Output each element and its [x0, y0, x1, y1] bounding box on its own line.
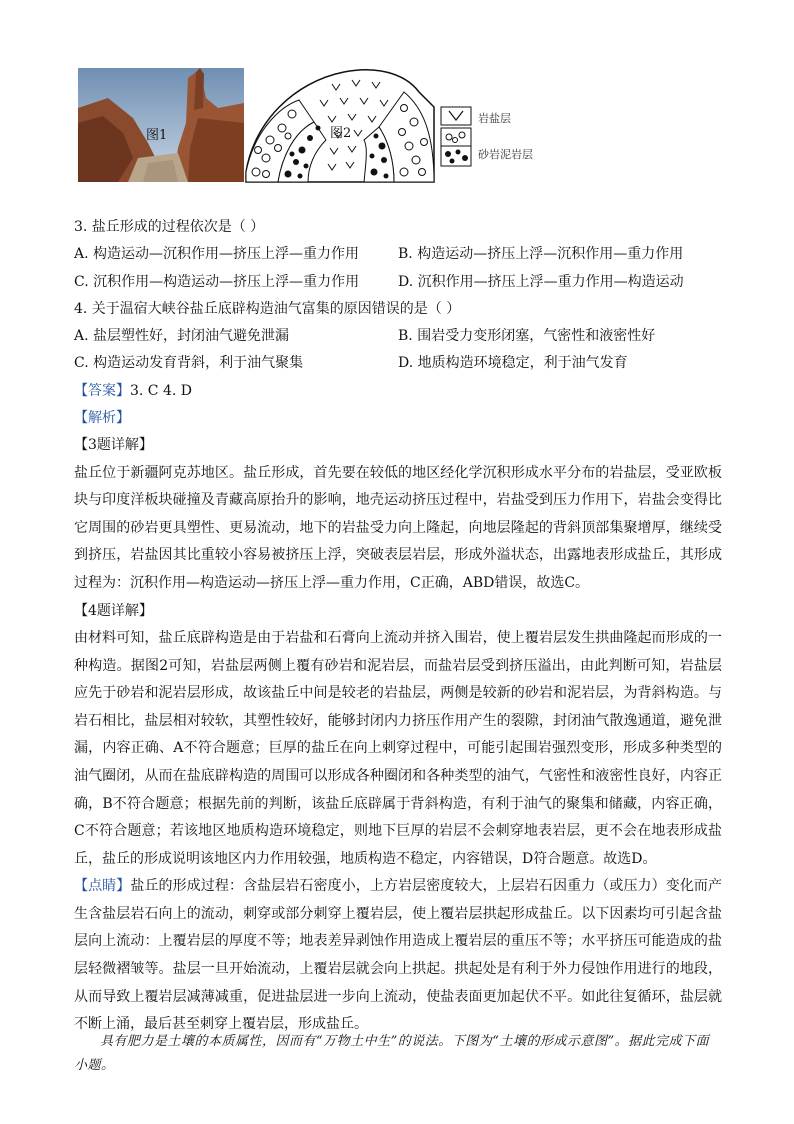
answer-line [74, 378, 722, 405]
next-question-intro: 具有肥力是土壤的本质属性，因而有“万物土中生”的说法。下图为“土壤的形成示意图”。据此完成下面小题。 [74, 1034, 710, 1073]
q3-option-d: D. 沉积作用—挤压上浮—重力作用—构造运动 [398, 273, 684, 290]
tip-paragraph [74, 873, 722, 1039]
rock-salt-layer-icon [441, 107, 471, 125]
q3-options-row-2 [74, 269, 722, 296]
q3-detail-text: 盐丘位于新疆阿克苏地区。盐丘形成，首先要在较低的地区经化学沉积形成水平分布的岩盐层，受亚欧板块与印度洋板块碰撞及青藏高原抬升的影响，地壳运动挤压过程中，岩盐受到压力作用下，岩盐会变得比它周围的砂岩更具塑性、更易流动，地下的岩盐受力向上隆起，向地层隆起的背斜顶部集聚增厚，继续受到挤压，岩盐因其比重较小容易被挤压上浮，突破表层岩层，形成外溢状态，出露地表形成盐丘，其形成过程为：沉积作用—构造运动—挤压上浮—重力作用，C正确，ABD错误，故选C。 [74, 464, 722, 592]
figure-2-caption: 图2 [330, 126, 352, 141]
q3-stem: 3. 盐丘形成的过程依次是（ ） [74, 219, 265, 235]
answer-label: 【答案】 [74, 382, 130, 399]
tip-label: 【点睛】 [74, 878, 131, 895]
legend-label-rock-salt: 岩盐层 [478, 112, 511, 125]
legend-label-sandstone: 砂岩泥岩层 [478, 148, 533, 161]
q4-option-d: D. 地质构造环境稳定，利于油气发育 [398, 355, 628, 372]
q3-option-b: B. 构造运动—挤压上浮—沉积作用—重力作用 [398, 246, 684, 263]
q3-option-a: A. 构造运动—沉积作用—挤压上浮—重力作用 [74, 246, 360, 263]
legend-swatches [440, 106, 480, 168]
answer-value: 3. C 4. D [130, 382, 193, 399]
q4-option-a: A. 盐层塑性好，封闭油气避免泄漏 [74, 328, 290, 345]
q4-options-row-2 [74, 350, 722, 377]
q4-options-row-1 [74, 323, 722, 350]
diagram-legend [440, 106, 640, 196]
figure-1-caption: 图1 [146, 128, 168, 143]
question-content [74, 214, 722, 1039]
q4-option-c: C. 构造运动发育背斜，利于油气聚集 [74, 355, 304, 372]
tip-text: 盐丘的形成过程：含盐层岩石密度小，上方岩层密度较大，上层岩石因重力（或压力）变化而产生含盐层岩石向上的流动，刺穿或部分刺穿上覆岩层，使上覆岩层拱起形成盐丘。以下因素均可引起含盐层向上流动：上覆岩层的厚度不等；地表差异剥蚀作用造成上覆岩层的重压不等；水平挤压可能造成的盐层轻微褶皱等。盐层一旦开始流动，上覆岩层就会向上拱起。拱起处是有利于外力侵蚀作用进行的地段，从而导致上覆岩层减薄减重，促进盐层进一步向上流动，使盐表面更加起伏不平。如此往复循环，盐层就不断上涌，最后甚至刺穿上覆岩层，形成盐丘。 [74, 878, 723, 1033]
q3-detail-label: 【3题详解】 [74, 437, 153, 454]
q4-detail-text: 由材料可知，盐丘底辟构造是由于岩盐和石膏向上流动并挤入围岩，使上覆岩层发生拱曲隆起而形成的一种构造。据图2可知，岩盐层两侧上覆有砂岩和泥岩层，而盐岩层受到挤压溢出，由此判断可知，岩盐层应先于砂岩和泥岩层形成，故该盐丘中间是较老的岩盐层，两侧是较新的砂岩和泥岩层，为背斜构造。与岩石相比，盐层相对较软，其塑性较好，能够封闭内力挤压作用产生的裂隙，封闭油气散逸通道，避免泄漏，内容正确、A不符合题意；巨厚的盐丘在向上刺穿过程中，可能引起围岩强烈变形，形成多种类型的油气圈闭，从而在盐底辟构造的周围可以形成各种圈闭和各种类型的油气，气密性和液密性良好，内容正确，B不符合题意；根据先前的判断，该盐丘底辟属于背斜构造，有利于油气的聚集和储藏，内容正确，C不符合题意；若该地区地质构造环境稳定，则地下巨厚的岩层不会刺穿地表岩层，更不会在地表形成盐丘，盐丘的形成说明该地区内力作用较强，地质构造不稳定，内容错误，D符合题意。故选D。 [74, 629, 722, 867]
q3-options-row-1 [74, 241, 722, 268]
q4-stem: 4. 关于温宿大峡谷盐丘底辟构造油气富集的原因错误的是（ ） [74, 300, 461, 317]
q3-option-c: C. 沉积作用—构造运动—挤压上浮—重力作用 [74, 273, 360, 290]
analysis-label: 【解析】 [74, 410, 130, 427]
sandstone-mudstone-layer-icon [441, 128, 471, 166]
q4-option-b: B. 围岩受力变形闭塞，气密性和液密性好 [398, 328, 656, 345]
q4-detail-label: 【4题详解】 [74, 602, 153, 619]
